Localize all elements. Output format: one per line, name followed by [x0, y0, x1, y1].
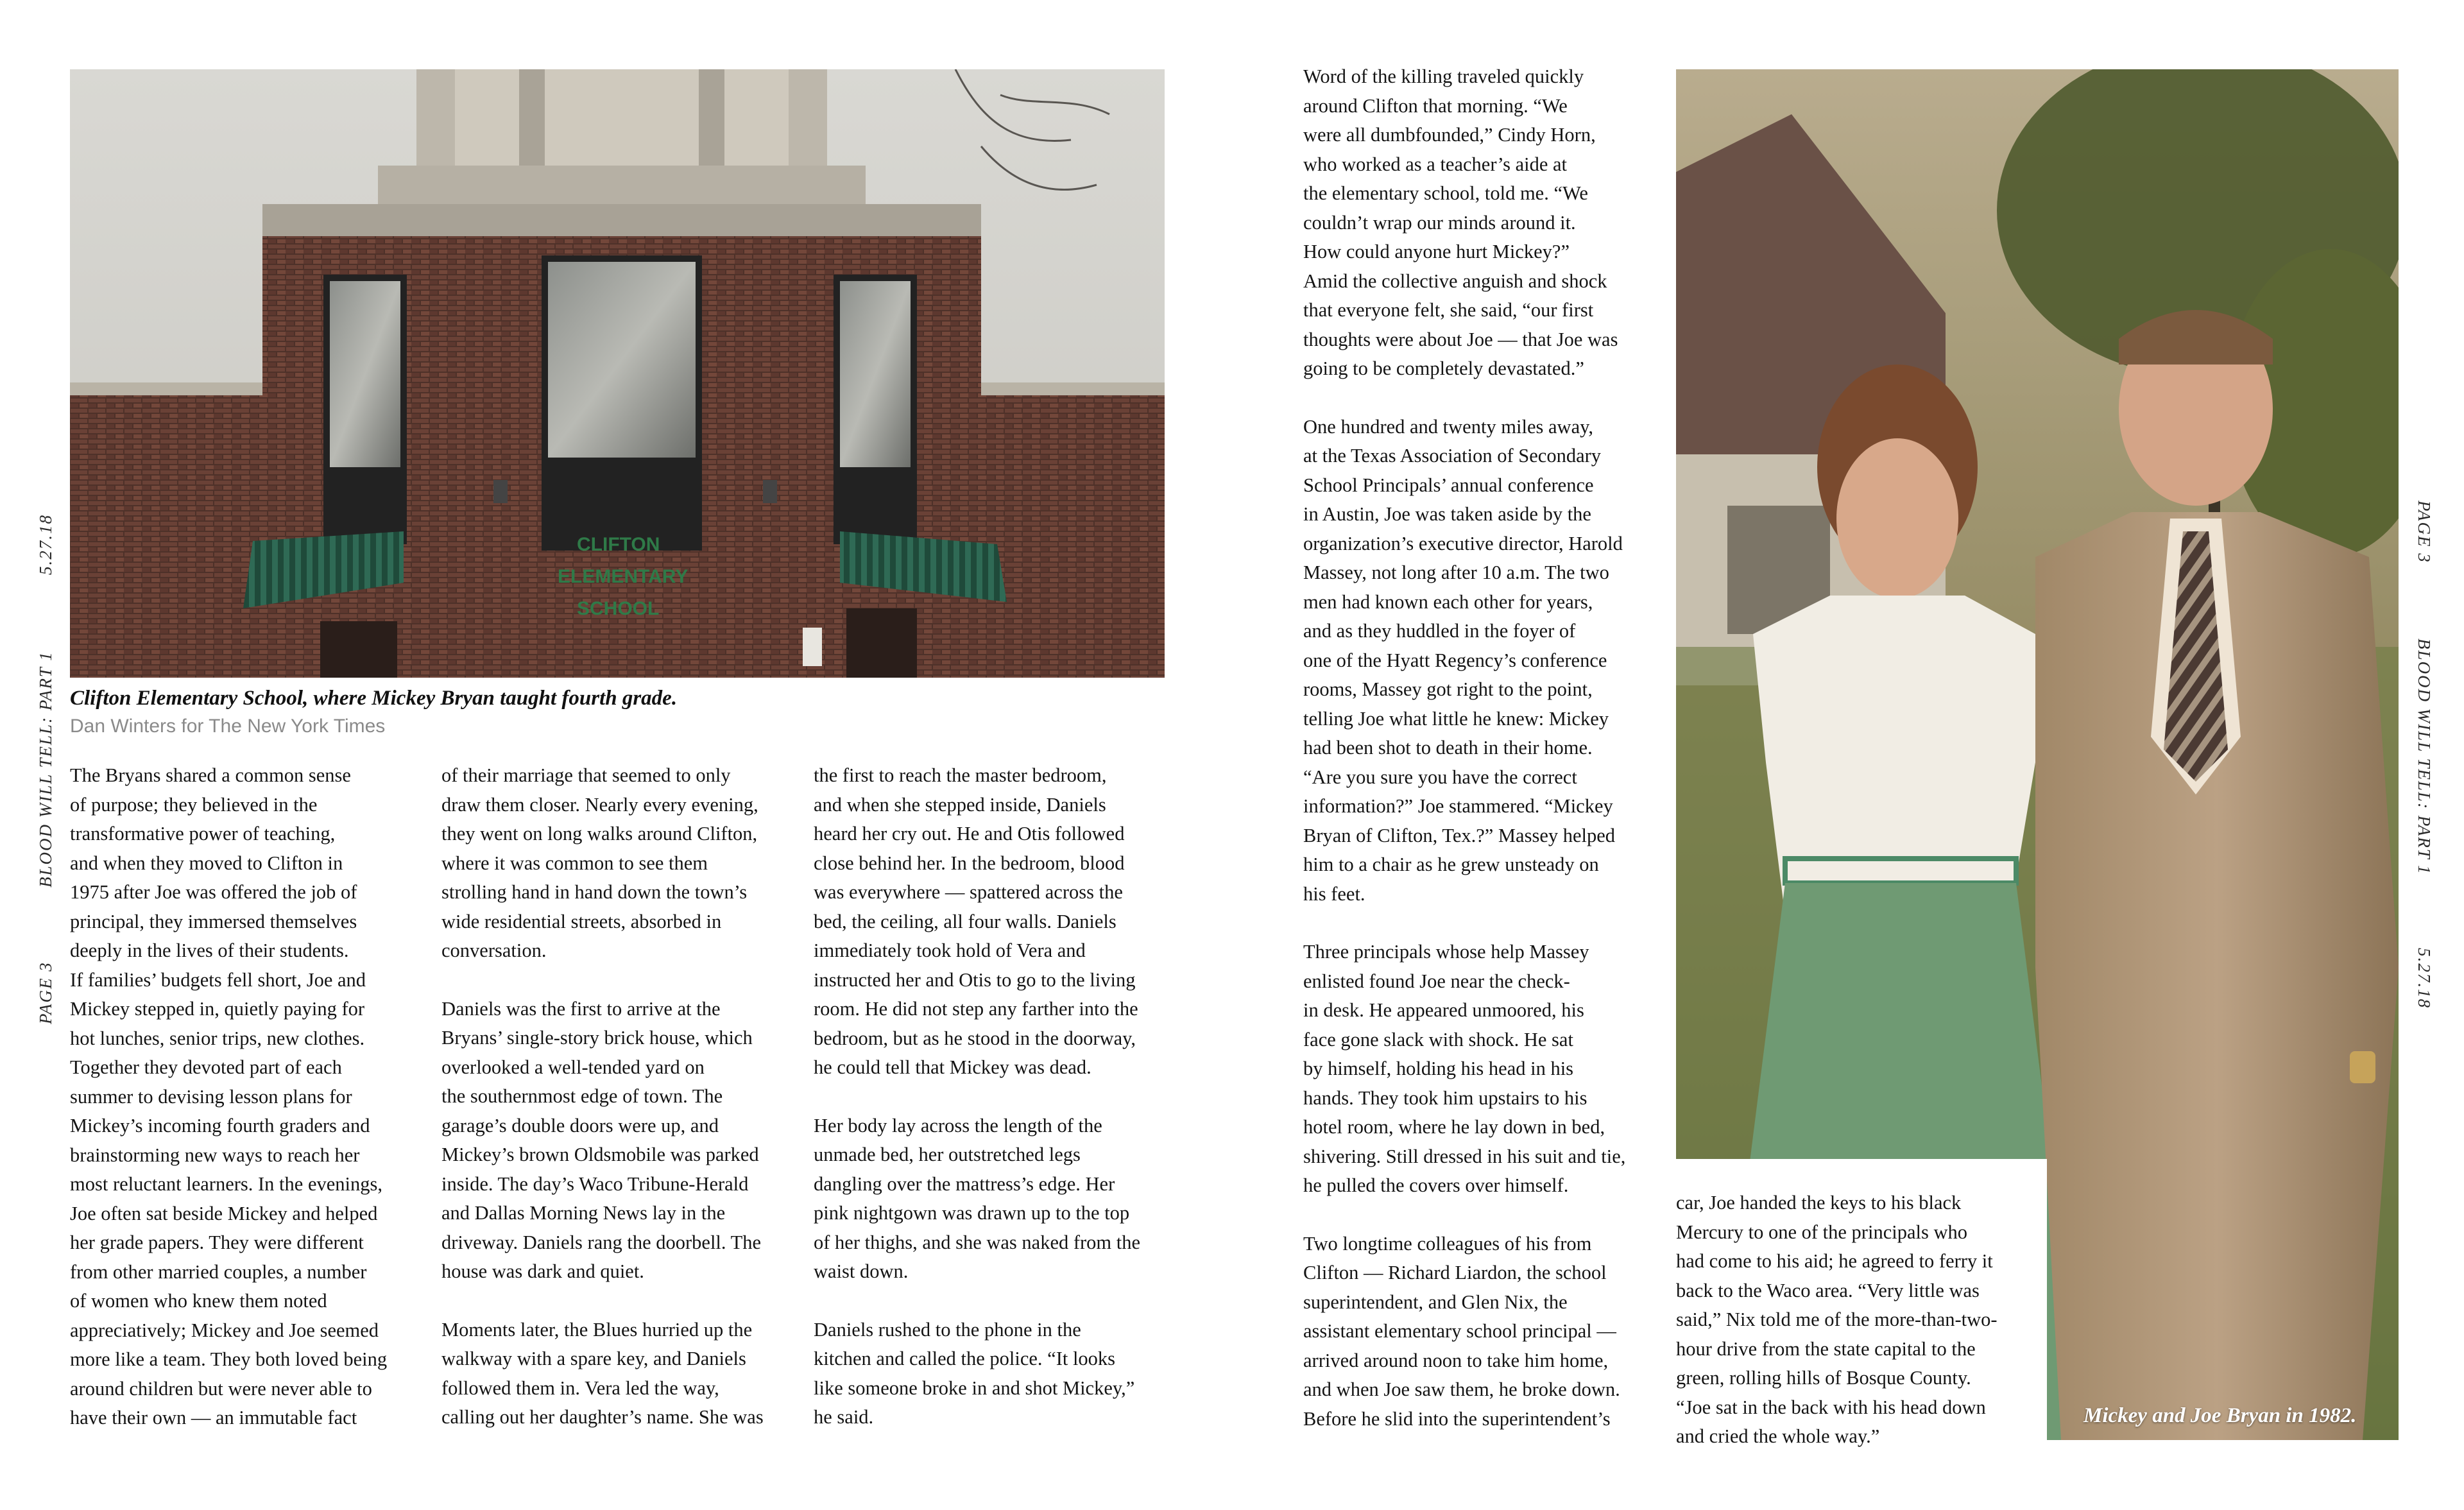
text-line: Mickey’s incoming fourth graders and [70, 1115, 370, 1137]
text-line: immediately took hold of Vera and [814, 939, 1086, 961]
text-line: in desk. He appeared unmoored, his [1303, 999, 1584, 1021]
text-line: The Bryans shared a common sense [70, 764, 351, 786]
text-line: and Dallas Morning News lay in the [441, 1202, 726, 1224]
paragraph [1303, 938, 1669, 1201]
text-line: men had known each other for years, [1303, 590, 1593, 613]
text-line: like someone broke in and shot Mickey,” [814, 1377, 1135, 1399]
text-line: Mickey stepped in, quietly paying for [70, 998, 365, 1020]
text-line: where it was common to see them [441, 852, 708, 874]
text-line: One hundred and twenty miles away, [1303, 415, 1594, 438]
text-line: he could tell that Mickey was dead. [814, 1056, 1091, 1078]
text-line: of her thighs, and she was naked from the [814, 1231, 1141, 1253]
text-line: Before he slid into the superintendent’s [1303, 1407, 1611, 1430]
text-line: “Are you sure you have the correct [1303, 766, 1577, 788]
text-line: organization’s executive director, Harold [1303, 532, 1623, 554]
text-line: they went on long walks around Clifton, [441, 823, 758, 845]
text-line: inside. The day’s Waco Tribune-Herald [441, 1172, 749, 1195]
text-line: “Joe sat in the back with his head down [1676, 1396, 1986, 1418]
text-line: had been shot to death in their home. [1303, 737, 1593, 759]
text-line: dangling over the mattress’s edge. Her [814, 1172, 1115, 1195]
paragraph [814, 761, 1173, 1083]
text-line: had come to his aid; he agreed to ferry it [1676, 1250, 1993, 1272]
text-line: he said. [814, 1406, 874, 1428]
text-line: hour drive from the state capital to the [1676, 1337, 1976, 1360]
text-column-4 [1303, 62, 1669, 1434]
text-line: face gone slack with shock. He sat [1303, 1028, 1573, 1051]
text-line: Bryans’ single-story brick house, which [441, 1027, 753, 1049]
text-line: Two longtime colleagues of his from [1303, 1232, 1592, 1255]
text-line: conversation. [441, 939, 547, 961]
text-line: Mickey’s brown Oldsmobile was parked [441, 1144, 759, 1165]
text-line: draw them closer. Nearly every evening, [441, 793, 758, 816]
text-column-2 [441, 761, 801, 1432]
text-line: room. He did not step any farther into the [814, 998, 1138, 1020]
text-line: he pulled the covers over himself. [1303, 1174, 1569, 1196]
text-line: and as they huddled in the foyer of [1303, 620, 1576, 642]
text-line: assistant elementary school principal — [1303, 1320, 1616, 1342]
text-line: shivering. Still dressed in his suit and tie, [1303, 1145, 1626, 1167]
text-line: and when they moved to Clifton in [70, 852, 343, 874]
text-line: hot lunches, senior trips, new clothes. [70, 1027, 365, 1049]
sidebar-left-date: 5.27.18 [36, 514, 55, 575]
text-line: overlooked a well-tended yard on [441, 1056, 705, 1078]
paragraph [1303, 1230, 1669, 1434]
school-sign-line-3: SCHOOL [577, 598, 660, 619]
text-line: instructed her and Otis to go to the living [814, 968, 1136, 991]
text-line: green, rolling hills of Bosque County. [1676, 1367, 1971, 1389]
text-line: car, Joe handed the keys to his black [1676, 1192, 1962, 1214]
text-line: garage’s double doors were up, and [441, 1114, 719, 1137]
text-line: Word of the killing traveled quickly [1303, 65, 1584, 87]
text-line: the elementary school, told me. “We [1303, 182, 1588, 204]
text-line: School Principals’ annual conference [1303, 474, 1594, 496]
text-line: hotel room, where he lay down in bed, [1303, 1116, 1605, 1138]
sidebar-right-title: BLOOD WILL TELL: PART 1 [2415, 639, 2434, 875]
text-line: deeply in the lives of their students. [70, 939, 349, 961]
text-line: Her body lay across the length of the [814, 1114, 1102, 1137]
text-line: pink nightgown was drawn up to the top [814, 1202, 1130, 1224]
school-photo-caption: Clifton Elementary School, where Mickey Bryan taught fourth grade. [70, 687, 678, 710]
text-line: at the Texas Association of Secondary [1303, 445, 1602, 467]
text-line: of their marriage that seemed to only [441, 764, 731, 786]
text-line: driveway. Daniels rang the doorbell. The [441, 1231, 762, 1253]
text-line: around children but were never able to [70, 1377, 372, 1400]
paragraph [441, 995, 801, 1287]
text-line: Together they devoted part of each [70, 1056, 342, 1078]
paragraph [814, 1316, 1173, 1432]
text-line: from other married couples, a number [70, 1260, 367, 1283]
paragraph [441, 1316, 801, 1432]
text-line: house was dark and quiet. [441, 1260, 644, 1282]
text-line: around Clifton that morning. “We [1303, 94, 1568, 117]
text-line: brainstorming new ways to reach her [70, 1144, 360, 1166]
text-line: said,” Nix told me of the more-than-two- [1676, 1308, 1998, 1330]
text-line: heard her cry out. He and Otis followed [814, 823, 1125, 845]
text-line: Massey, not long after 10 a.m. The two [1303, 562, 1609, 583]
sidebar-right-date: 5.27.18 [2415, 948, 2434, 1009]
text-line: Daniels was the first to arrive at the [441, 997, 721, 1020]
text-line: principal, they immersed themselves [70, 910, 357, 932]
text-line: Clifton — Richard Liardon, the school [1303, 1262, 1607, 1283]
text-line: rooms, Massey got right to the point, [1303, 678, 1593, 700]
paragraph [1303, 413, 1669, 909]
text-column-5 [1676, 1188, 2047, 1452]
couple-photo-caption: Mickey and Joe Bryan in 1982. [2083, 1404, 2357, 1427]
text-line: her grade papers. They were different [70, 1231, 364, 1253]
text-line: transformative power of teaching, [70, 823, 336, 845]
text-line: kitchen and called the police. “It looks [814, 1348, 1116, 1369]
text-line: who worked as a teacher’s aide at [1303, 153, 1568, 175]
text-line: hands. They took him upstairs to his [1303, 1086, 1587, 1109]
text-line: strolling hand in hand down the town’s [441, 881, 748, 903]
text-line: in Austin, Joe was taken aside by the [1303, 503, 1591, 525]
text-line: enlisted found Joe near the check- [1303, 970, 1570, 992]
text-line: more like a team. They both loved being [70, 1348, 388, 1370]
paragraph [814, 1111, 1173, 1287]
text-line: Three principals whose help Massey [1303, 941, 1589, 963]
text-line: Moments later, the Blues hurried up the [441, 1318, 753, 1341]
text-line: Mercury to one of the principals who [1676, 1221, 1967, 1243]
text-line: Daniels rushed to the phone in the [814, 1318, 1081, 1341]
paragraph [441, 761, 801, 966]
text-line: of women who knew them noted [70, 1290, 327, 1312]
text-line: Amid the collective anguish and shock [1303, 270, 1607, 292]
text-line: followed them in. Vera led the way, [441, 1377, 719, 1399]
text-line: most reluctant learners. In the evenings, [70, 1173, 382, 1195]
text-line: telling Joe what little he knew: Mickey [1303, 707, 1609, 730]
paragraph [70, 761, 429, 1433]
text-line: one of the Hyatt Regency’s conference [1303, 649, 1607, 671]
school-photo-credit: Dan Winters for The New York Times [70, 716, 386, 737]
text-line: of purpose; they believed in the [70, 793, 318, 816]
text-line: that everyone felt, she said, “our first [1303, 299, 1594, 321]
paragraph [1303, 62, 1669, 384]
text-line: and when Joe saw them, he broke down. [1303, 1378, 1620, 1400]
sidebar-left-title: BLOOD WILL TELL: PART 1 [36, 651, 55, 888]
text-line: calling out her daughter’s name. She was [441, 1406, 764, 1428]
text-line: Bryan of Clifton, Tex.?” Massey helped [1303, 824, 1616, 846]
text-line: the first to reach the master bedroom, [814, 764, 1107, 786]
sidebar-left-page: PAGE 3 [36, 961, 55, 1024]
text-line: summer to devising lesson plans for [70, 1085, 352, 1108]
text-line: arrived around noon to take him home, [1303, 1349, 1609, 1371]
text-line: wide residential streets, absorbed in [441, 910, 722, 932]
text-line: were all dumbfounded,” Cindy Horn, [1303, 124, 1596, 146]
text-line: bedroom, but as he stood in the doorway, [814, 1027, 1136, 1049]
school-photo [70, 69, 1165, 678]
text-line: How could anyone hurt Mickey?” [1303, 241, 1570, 262]
text-line: the southernmost edge of town. The [441, 1085, 723, 1107]
text-line: information?” Joe stammered. “Mickey [1303, 795, 1613, 817]
text-column-1 [70, 761, 429, 1433]
text-line: thoughts were about Joe — that Joe was [1303, 328, 1618, 350]
text-line: and when she stepped inside, Daniels [814, 793, 1106, 816]
text-line: have their own — an immutable fact [70, 1407, 357, 1428]
text-line: 1975 after Joe was offered the job of [70, 881, 357, 903]
paragraph [1676, 1188, 2047, 1452]
text-line: and cried the whole way.” [1676, 1425, 1880, 1447]
text-line: going to be completely devastated.” [1303, 357, 1584, 379]
text-column-3 [814, 761, 1173, 1432]
text-line: back to the Waco area. “Very little was [1676, 1279, 1980, 1301]
text-line: couldn’t wrap our minds around it. [1303, 211, 1576, 234]
text-line: appreciatively; Mickey and Joe seemed [70, 1319, 379, 1341]
text-line: waist down. [814, 1260, 909, 1282]
text-line: bed, the ceiling, all four walls. Daniels [814, 910, 1116, 932]
text-line: If families’ budgets fell short, Joe and [70, 968, 366, 991]
text-line: was everywhere — spattered across the [814, 881, 1123, 903]
text-line: by himself, holding his head in his [1303, 1058, 1574, 1079]
text-line: superintendent, and Glen Nix, the [1303, 1291, 1568, 1313]
school-sign-line-1: CLIFTON [577, 534, 660, 555]
text-line: unmade bed, her outstretched legs [814, 1144, 1081, 1165]
text-line: walkway with a spare key, and Daniels [441, 1348, 746, 1369]
text-line: Joe often sat beside Mickey and helped [70, 1202, 378, 1224]
text-line: his feet. [1303, 882, 1365, 905]
sidebar-right-page: PAGE 3 [2415, 501, 2434, 563]
school-sign-line-2: ELEMENTARY [558, 566, 689, 587]
text-line: close behind her. In the bedroom, blood [814, 852, 1125, 874]
text-line: him to a chair as he grew unsteady on [1303, 854, 1599, 875]
